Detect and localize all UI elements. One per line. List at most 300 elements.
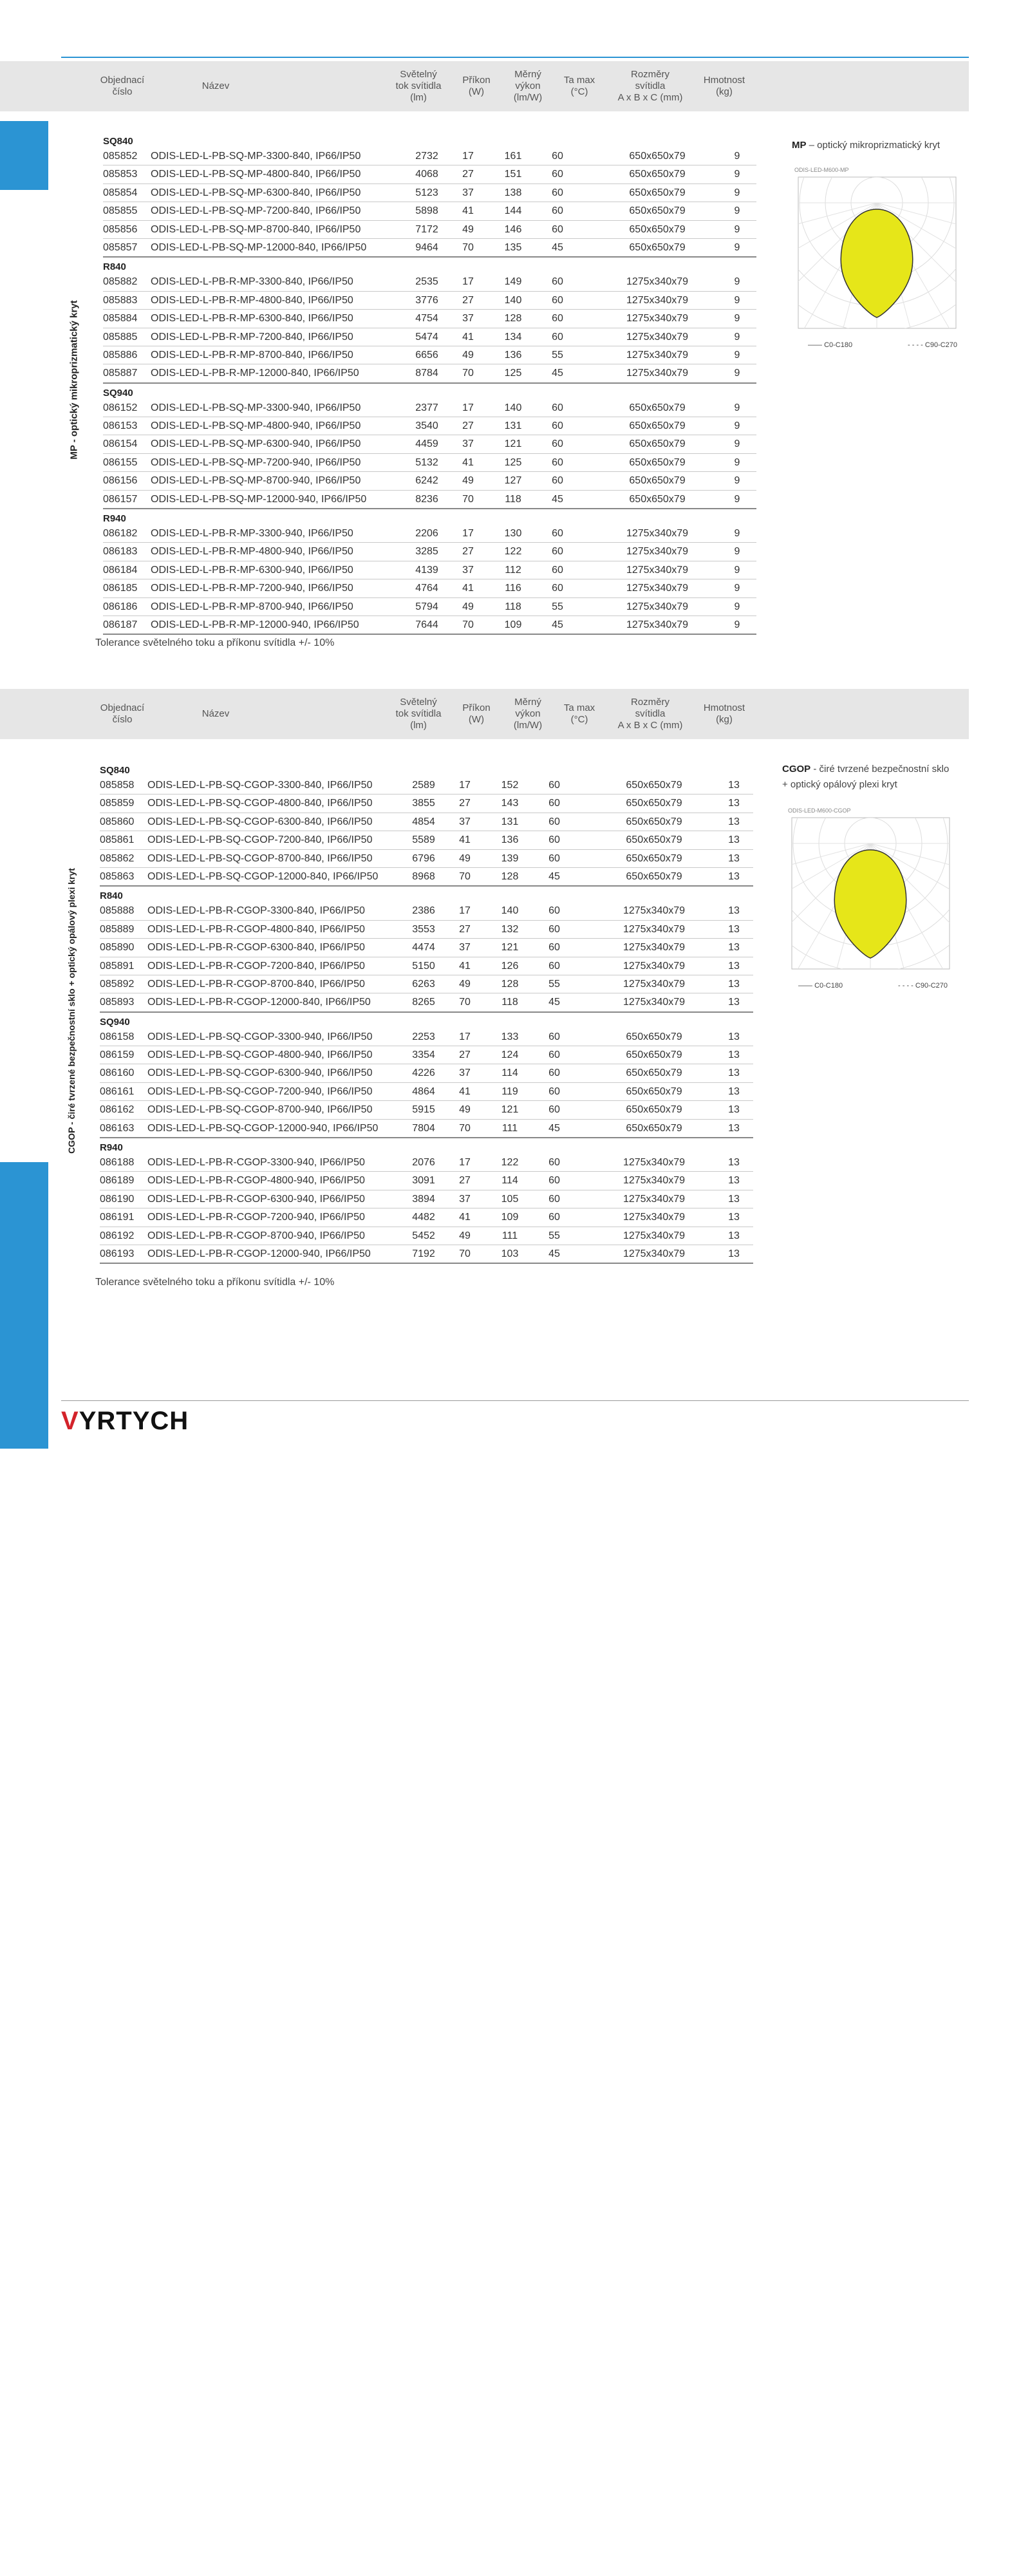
table-row <box>103 543 756 561</box>
table-row <box>103 165 756 183</box>
luminous-flux: 6796 <box>412 852 435 864</box>
ta-max: 45 <box>548 1122 560 1134</box>
efficacy: 111 <box>501 1230 518 1241</box>
dimensions: 650x650x79 <box>629 438 686 450</box>
order-code: 086188 <box>100 1157 135 1169</box>
weight: 13 <box>728 997 740 1008</box>
product-name: ODIS-LED-L-PB-SQ-MP-4800-840, IP66/IP50 <box>151 169 361 180</box>
power: 17 <box>459 1031 471 1042</box>
table-header-band <box>0 689 969 739</box>
legend-c90-c270: - - - - C90-C270 <box>898 982 948 990</box>
power: 37 <box>462 564 474 576</box>
product-name: ODIS-LED-L-PB-SQ-MP-12000-940, IP66/IP50 <box>151 493 367 505</box>
tolerance-note: Tolerance světelného toku a příkonu svítidla +/- 10% <box>95 1277 335 1288</box>
power: 27 <box>462 420 474 432</box>
order-code: 085885 <box>103 331 138 343</box>
luminous-flux: 4864 <box>412 1086 435 1097</box>
power: 27 <box>462 294 474 306</box>
product-name: ODIS-LED-L-PB-SQ-CGOP-6300-840, IP66/IP50 <box>147 816 373 827</box>
luminous-flux: 3091 <box>412 1175 435 1187</box>
dimensions: 1275x340x79 <box>626 294 689 306</box>
efficacy: 144 <box>504 205 522 217</box>
weight: 13 <box>728 1193 740 1205</box>
table-row <box>100 1190 753 1208</box>
efficacy: 140 <box>504 402 522 413</box>
table-header-band <box>0 61 969 111</box>
power: 49 <box>459 1230 471 1241</box>
luminous-flux: 5150 <box>412 960 435 972</box>
table-row <box>103 147 756 165</box>
weight: 13 <box>728 1157 740 1169</box>
group-heading: SQ840 <box>103 136 133 147</box>
table-row <box>100 1064 753 1082</box>
efficacy: 105 <box>501 1193 519 1205</box>
luminous-flux: 3354 <box>412 1049 435 1061</box>
dimensions: 650x650x79 <box>629 402 686 413</box>
header-weight: Hmotnost (kg) <box>703 702 745 725</box>
efficacy: 109 <box>504 619 522 630</box>
table-row <box>103 273 756 291</box>
ta-max: 60 <box>552 169 563 180</box>
table-row <box>103 616 756 635</box>
luminous-flux: 4474 <box>412 942 435 954</box>
efficacy: 109 <box>501 1212 519 1223</box>
order-code: 086190 <box>100 1193 135 1205</box>
table-row <box>100 975 753 993</box>
luminous-flux: 8784 <box>415 368 438 379</box>
efficacy: 136 <box>501 834 519 846</box>
product-name: ODIS-LED-L-PB-SQ-CGOP-7200-840, IP66/IP50 <box>147 834 373 846</box>
order-code: 085891 <box>100 960 135 972</box>
ta-max: 60 <box>552 583 563 594</box>
table-row <box>100 794 753 813</box>
ta-max: 60 <box>552 402 563 413</box>
luminous-flux: 4226 <box>412 1067 435 1079</box>
power: 27 <box>459 923 471 935</box>
product-name: ODIS-LED-L-PB-SQ-MP-6300-940, IP66/IP50 <box>151 438 361 450</box>
brand-logo: VYRTYCH <box>61 1407 189 1435</box>
efficacy: 114 <box>501 1175 518 1187</box>
table-row <box>100 868 753 887</box>
table-row <box>103 435 756 453</box>
weight: 13 <box>728 1175 740 1187</box>
efficacy: 125 <box>504 368 522 379</box>
luminous-flux: 3285 <box>415 546 438 558</box>
efficacy: 149 <box>504 276 522 288</box>
product-name: ODIS-LED-L-PB-SQ-CGOP-8700-940, IP66/IP50 <box>147 1104 373 1116</box>
group-heading: SQ940 <box>103 387 133 399</box>
order-code: 085857 <box>103 241 138 253</box>
table-row <box>103 417 756 435</box>
header-code: Objednací číslo <box>100 75 145 97</box>
table-row <box>100 1046 753 1064</box>
group-heading: R940 <box>103 513 126 525</box>
power: 41 <box>459 834 471 846</box>
weight: 13 <box>728 816 740 827</box>
header-name: Název <box>201 708 230 719</box>
product-name: ODIS-LED-L-PB-SQ-CGOP-12000-840, IP66/IP50 <box>147 870 379 882</box>
ta-max: 60 <box>552 438 563 450</box>
ta-max: 60 <box>552 564 563 576</box>
order-code: 086160 <box>100 1067 135 1079</box>
product-name: ODIS-LED-L-PB-R-CGOP-3300-840, IP66/IP50 <box>147 905 365 917</box>
group-heading: R940 <box>100 1142 123 1154</box>
table-row <box>100 902 753 920</box>
dimensions: 1275x340x79 <box>626 601 689 612</box>
product-name: ODIS-LED-L-PB-R-MP-6300-840, IP66/IP50 <box>151 313 353 324</box>
efficacy: 111 <box>501 1122 518 1134</box>
ta-max: 60 <box>548 1193 560 1205</box>
weight: 13 <box>728 1230 740 1241</box>
polar-light-distribution-diagram <box>792 164 962 332</box>
dimensions: 650x650x79 <box>626 780 682 791</box>
product-name: ODIS-LED-L-PB-SQ-MP-12000-840, IP66/IP50 <box>151 241 367 253</box>
header-ta: Ta max (°C) <box>563 702 595 725</box>
header-code: Objednací číslo <box>100 702 145 725</box>
group-heading: R840 <box>100 890 123 902</box>
weight: 9 <box>734 601 740 612</box>
dimensions: 1275x340x79 <box>626 528 689 540</box>
table-row <box>103 328 756 346</box>
power: 17 <box>459 1157 471 1169</box>
dimensions: 1275x340x79 <box>623 942 686 954</box>
efficacy: 112 <box>505 564 521 576</box>
weight: 13 <box>728 1104 740 1116</box>
order-code: 085858 <box>100 780 135 791</box>
dimensions: 650x650x79 <box>626 1049 682 1061</box>
order-code: 086187 <box>103 619 138 630</box>
header-power: Příkon (W) <box>462 702 491 725</box>
luminous-flux: 5452 <box>412 1230 435 1241</box>
weight: 9 <box>734 349 740 361</box>
ta-max: 60 <box>552 151 563 162</box>
power: 49 <box>459 978 471 990</box>
weight: 9 <box>734 564 740 576</box>
luminous-flux: 4459 <box>415 438 438 450</box>
efficacy: 132 <box>501 923 519 935</box>
ta-max: 60 <box>552 294 563 306</box>
ta-max: 60 <box>552 528 563 540</box>
table-row <box>100 1227 753 1245</box>
order-code: 085854 <box>103 187 138 198</box>
ta-max: 60 <box>548 834 560 846</box>
product-name: ODIS-LED-L-PB-R-CGOP-3300-940, IP66/IP50 <box>147 1157 365 1169</box>
luminous-flux: 3776 <box>415 294 438 306</box>
group-heading: R840 <box>103 261 126 273</box>
side-category-tab <box>0 1162 48 2576</box>
efficacy: 122 <box>501 1157 519 1169</box>
product-name: ODIS-LED-L-PB-R-CGOP-12000-840, IP66/IP50 <box>147 997 371 1008</box>
efficacy: 146 <box>504 223 522 235</box>
order-code: 086156 <box>103 475 138 487</box>
efficacy: 135 <box>504 241 522 253</box>
product-name: ODIS-LED-L-PB-R-MP-6300-940, IP66/IP50 <box>151 564 353 576</box>
efficacy: 131 <box>501 816 519 827</box>
efficacy: 143 <box>501 798 519 809</box>
weight: 13 <box>728 905 740 917</box>
table-row <box>103 561 756 579</box>
ta-max: 60 <box>552 223 563 235</box>
luminous-flux: 2206 <box>415 528 438 540</box>
side-category-label: Svítidla pro čisté prostory <box>15 2358 32 2576</box>
power: 37 <box>462 187 474 198</box>
dimensions: 1275x340x79 <box>626 331 689 343</box>
order-code: 085855 <box>103 205 138 217</box>
dimensions: 650x650x79 <box>629 420 686 432</box>
order-code: 085883 <box>103 294 138 306</box>
dimensions: 1275x340x79 <box>623 905 686 917</box>
dimensions: 1275x340x79 <box>626 583 689 594</box>
header-flux: Světelný tok svítidla (lm) <box>395 697 442 731</box>
power: 27 <box>462 169 474 180</box>
power: 17 <box>462 151 474 162</box>
dimensions: 650x650x79 <box>626 816 682 827</box>
weight: 9 <box>734 420 740 432</box>
luminous-flux: 5474 <box>415 331 438 343</box>
ta-max: 60 <box>548 1157 560 1169</box>
weight: 13 <box>728 1049 740 1061</box>
order-code: 085853 <box>103 169 138 180</box>
power: 17 <box>462 276 474 288</box>
power: 37 <box>459 816 471 827</box>
section-vertical-label: MP - optický mikroprizmatický kryt <box>68 300 80 460</box>
product-name: ODIS-LED-L-PB-SQ-CGOP-7200-940, IP66/IP50 <box>147 1086 373 1097</box>
efficacy: 151 <box>504 169 522 180</box>
order-code: 085893 <box>100 997 135 1008</box>
order-code: 086161 <box>100 1086 135 1097</box>
table-row <box>103 454 756 472</box>
product-name: ODIS-LED-L-PB-SQ-CGOP-4800-940, IP66/IP50 <box>147 1049 373 1061</box>
diagram-caption: MP – optický mikroprizmatický kryt <box>792 140 941 151</box>
dimensions: 1275x340x79 <box>623 923 686 935</box>
efficacy: 161 <box>504 151 522 162</box>
product-name: ODIS-LED-L-PB-SQ-MP-3300-840, IP66/IP50 <box>151 151 361 162</box>
efficacy: 128 <box>501 978 519 990</box>
diagram-title: ODIS-LED-M600-MP <box>794 167 849 173</box>
ta-max: 45 <box>548 997 560 1008</box>
group-heading: SQ940 <box>100 1016 130 1028</box>
ta-max: 60 <box>548 1031 560 1042</box>
power: 70 <box>462 493 474 505</box>
ta-max: 60 <box>552 475 563 487</box>
luminous-flux: 5123 <box>415 187 438 198</box>
power: 41 <box>459 1212 471 1223</box>
header-eff: Měrný výkon (lm/W) <box>513 697 543 731</box>
power: 41 <box>462 205 474 217</box>
dimensions: 1275x340x79 <box>623 1175 686 1187</box>
dimensions: 1275x340x79 <box>626 276 689 288</box>
table-row <box>103 598 756 616</box>
dimensions: 650x650x79 <box>626 1086 682 1097</box>
product-name: ODIS-LED-L-PB-R-CGOP-4800-840, IP66/IP50 <box>147 923 365 935</box>
dimensions: 650x650x79 <box>626 1122 682 1134</box>
efficacy: 128 <box>504 313 522 324</box>
dimensions: 1275x340x79 <box>626 546 689 558</box>
luminous-flux: 3855 <box>412 798 435 809</box>
efficacy: 130 <box>504 528 522 540</box>
power: 49 <box>459 1104 471 1116</box>
power: 17 <box>462 402 474 413</box>
product-name: ODIS-LED-L-PB-R-CGOP-7200-940, IP66/IP50 <box>147 1212 365 1223</box>
dimensions: 650x650x79 <box>626 1104 682 1116</box>
table-row <box>100 957 753 975</box>
product-name: ODIS-LED-L-PB-R-MP-8700-840, IP66/IP50 <box>151 349 353 361</box>
luminous-flux: 2535 <box>415 276 438 288</box>
product-name: ODIS-LED-L-PB-R-CGOP-6300-840, IP66/IP50 <box>147 942 365 954</box>
ta-max: 60 <box>548 1104 560 1116</box>
diagram-title: ODIS-LED-M600-CGOP <box>788 807 851 814</box>
product-name: ODIS-LED-L-PB-R-MP-12000-940, IP66/IP50 <box>151 619 359 630</box>
power: 70 <box>459 1248 471 1259</box>
luminous-flux: 5794 <box>415 601 438 612</box>
ta-max: 55 <box>552 349 563 361</box>
power: 70 <box>459 1122 471 1134</box>
product-name: ODIS-LED-L-PB-SQ-MP-7200-940, IP66/IP50 <box>151 456 361 468</box>
table-row <box>100 813 753 831</box>
luminous-flux: 2589 <box>412 780 435 791</box>
dimensions: 650x650x79 <box>626 870 682 882</box>
table-row <box>100 1028 753 1046</box>
table-row <box>103 292 756 310</box>
weight: 13 <box>728 960 740 972</box>
table-row <box>100 993 753 1012</box>
efficacy: 139 <box>501 852 519 864</box>
luminous-flux: 5915 <box>412 1104 435 1116</box>
power: 41 <box>459 1086 471 1097</box>
order-code: 086191 <box>100 1212 135 1223</box>
header-flux: Světelný tok svítidla (lm) <box>395 69 442 103</box>
order-code: 086163 <box>100 1122 135 1134</box>
order-code: 085856 <box>103 223 138 235</box>
order-code: 085884 <box>103 313 138 324</box>
dimensions: 650x650x79 <box>626 798 682 809</box>
efficacy: 128 <box>501 870 519 882</box>
power: 37 <box>459 1193 471 1205</box>
power: 49 <box>462 223 474 235</box>
dimensions: 1275x340x79 <box>623 1230 686 1241</box>
table-row <box>103 364 756 383</box>
table-row <box>103 579 756 597</box>
table-row <box>103 399 756 417</box>
luminous-flux: 2386 <box>412 905 435 917</box>
dimensions: 1275x340x79 <box>623 978 686 990</box>
efficacy: 131 <box>504 420 522 432</box>
product-name: ODIS-LED-L-PB-R-CGOP-4800-940, IP66/IP50 <box>147 1175 365 1187</box>
power: 37 <box>462 313 474 324</box>
weight: 13 <box>728 923 740 935</box>
product-name: ODIS-LED-L-PB-R-MP-12000-840, IP66/IP50 <box>151 368 359 379</box>
efficacy: 127 <box>504 475 522 487</box>
luminous-flux: 7172 <box>415 223 438 235</box>
efficacy: 121 <box>501 942 519 954</box>
polar-light-distribution-diagram <box>785 805 956 972</box>
power: 41 <box>462 456 474 468</box>
efficacy: 152 <box>501 780 519 791</box>
luminous-flux: 8968 <box>412 870 435 882</box>
power: 70 <box>462 619 474 630</box>
dimensions: 1275x340x79 <box>623 997 686 1008</box>
product-name: ODIS-LED-L-PB-SQ-CGOP-6300-940, IP66/IP50 <box>147 1067 373 1079</box>
order-code: 086186 <box>103 601 138 612</box>
ta-max: 60 <box>552 276 563 288</box>
luminous-flux: 7644 <box>415 619 438 630</box>
order-code: 085886 <box>103 349 138 361</box>
power: 41 <box>462 331 474 343</box>
dimensions: 650x650x79 <box>629 456 686 468</box>
power: 41 <box>459 960 471 972</box>
table-row <box>103 491 756 509</box>
product-name: ODIS-LED-L-PB-SQ-CGOP-12000-940, IP66/IP50 <box>147 1122 379 1134</box>
weight: 13 <box>728 852 740 864</box>
power: 27 <box>459 798 471 809</box>
luminous-flux: 4482 <box>412 1212 435 1223</box>
efficacy: 116 <box>505 583 521 594</box>
order-code: 086182 <box>103 528 138 540</box>
side-accent-tab <box>0 121 48 190</box>
order-code: 085852 <box>103 151 138 162</box>
product-name: ODIS-LED-L-PB-SQ-CGOP-4800-840, IP66/IP50 <box>147 798 373 809</box>
product-name: ODIS-LED-L-PB-SQ-CGOP-3300-840, IP66/IP50 <box>147 780 373 791</box>
product-table <box>100 761 753 1264</box>
table-row <box>100 1245 753 1264</box>
weight: 13 <box>728 1248 740 1259</box>
efficacy: 126 <box>501 960 519 972</box>
table-row <box>100 921 753 939</box>
dimensions: 1275x340x79 <box>623 1248 686 1259</box>
weight: 13 <box>728 942 740 954</box>
efficacy: 138 <box>504 187 522 198</box>
order-code: 086184 <box>103 564 138 576</box>
polar-diagram-svg <box>785 805 956 972</box>
weight: 9 <box>734 402 740 413</box>
order-code: 085890 <box>100 942 135 954</box>
order-code: 086159 <box>100 1049 135 1061</box>
order-code: 085862 <box>100 852 135 864</box>
weight: 9 <box>734 438 740 450</box>
product-table <box>103 132 756 635</box>
power: 49 <box>462 601 474 612</box>
header-dims: Rozměry svítidla A x B x C (mm) <box>617 697 683 731</box>
efficacy: 118 <box>501 997 518 1008</box>
efficacy: 103 <box>501 1248 519 1259</box>
top-rule <box>61 57 969 58</box>
dimensions: 650x650x79 <box>629 493 686 505</box>
power: 37 <box>462 438 474 450</box>
order-code: 085887 <box>103 368 138 379</box>
weight: 9 <box>734 583 740 594</box>
efficacy: 140 <box>504 294 522 306</box>
luminous-flux: 2076 <box>412 1157 435 1169</box>
power: 27 <box>459 1049 471 1061</box>
product-name: ODIS-LED-L-PB-R-CGOP-8700-840, IP66/IP50 <box>147 978 365 990</box>
ta-max: 60 <box>548 1175 560 1187</box>
product-name: ODIS-LED-L-PB-SQ-MP-7200-840, IP66/IP50 <box>151 205 361 217</box>
weight: 9 <box>734 493 740 505</box>
ta-max: 55 <box>548 978 560 990</box>
weight: 9 <box>734 331 740 343</box>
header-name: Název <box>201 80 230 91</box>
table-row <box>103 472 756 490</box>
order-code: 086153 <box>103 420 138 432</box>
luminous-flux: 8236 <box>415 493 438 505</box>
luminous-flux: 5132 <box>415 456 438 468</box>
ta-max: 60 <box>548 780 560 791</box>
power: 70 <box>459 870 471 882</box>
ta-max: 60 <box>548 960 560 972</box>
header-ta: Ta max (°C) <box>563 75 595 97</box>
table-row <box>103 202 756 220</box>
ta-max: 60 <box>548 905 560 917</box>
